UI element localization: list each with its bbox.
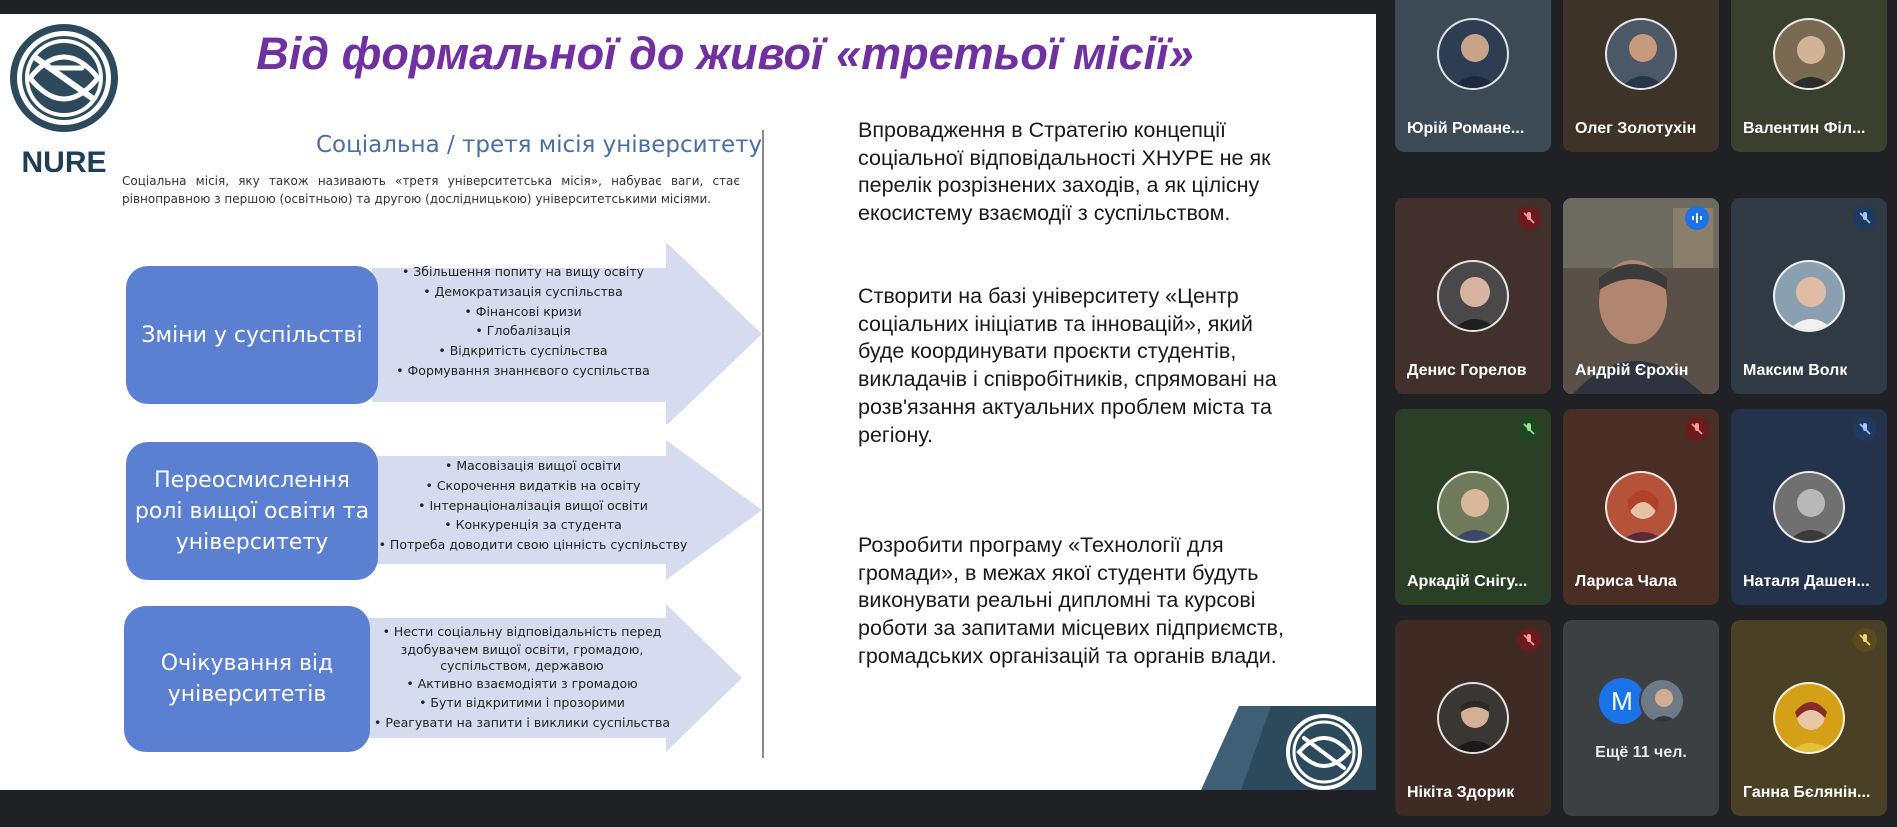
participant-tile[interactable] — [1731, 620, 1887, 816]
mic-off-icon — [1517, 206, 1541, 230]
mic-off-icon — [1517, 628, 1541, 652]
participant-tile[interactable] — [1731, 409, 1887, 605]
bullet-item: • Формування знаннєвого суспільства — [396, 362, 650, 378]
factor-box: Очікування від університетів — [124, 606, 370, 752]
bullet-item: • Глобалізація — [475, 323, 571, 339]
factor-row-3 — [122, 604, 762, 754]
nure-logo — [6, 22, 122, 182]
slide-subtitle: Соціальна / третя місія університету — [316, 132, 763, 158]
factor-row-2 — [122, 440, 762, 590]
participant-name: Ганна Бєлянін... — [1743, 784, 1871, 801]
participant-name: Валентин Філ... — [1743, 120, 1866, 137]
factor-box: Зміни у суспільстві — [126, 266, 378, 404]
speaking-indicator-icon — [1685, 206, 1709, 230]
bullet-item: • Реагувати на запити і виклики суспільства — [374, 714, 670, 730]
participant-name: Денис Горелов — [1407, 362, 1527, 379]
participant-initial-avatar: M — [1599, 678, 1645, 724]
participant-tile[interactable] — [1563, 0, 1719, 152]
participant-avatar — [1437, 471, 1509, 543]
participant-name: Наталя Дашен... — [1743, 573, 1870, 590]
mic-off-icon — [1517, 417, 1541, 441]
slide-paragraph-2: Створити на базі університету «Центр соціальних ініціатив та інновацій», який буде координувати проєкти студентів, викладачів і співробітників, спрямовані на розв'язання актуальних проблем міста та регіону. — [858, 284, 1277, 447]
participant-avatar — [1773, 18, 1845, 90]
participant-avatar — [1773, 471, 1845, 543]
participant-name: Максим Волк — [1743, 362, 1848, 379]
bullet-item: • Конкуренція за студента — [444, 517, 622, 533]
factor-bullets — [378, 262, 668, 381]
mic-off-icon — [1853, 628, 1877, 652]
participant-name: Олег Золотухін — [1575, 120, 1697, 137]
participant-name: Аркадій Снігу... — [1407, 573, 1528, 590]
participant-name: Андрій Єрохін — [1575, 362, 1689, 379]
participant-tile[interactable] — [1395, 409, 1551, 605]
mic-off-icon — [1853, 206, 1877, 230]
intro-text: Соціальна місія, яку також називають «третя університетська місія», набуває ваги, стає рівноправною з першою (освітньою) та другою (дослідницькою) університетськими місіями. — [122, 174, 740, 206]
participant-name: Юрій Романе... — [1407, 120, 1525, 137]
more-participants-label: Ещё 11 чел. — [1595, 744, 1687, 761]
bullet-item: • Бути відкритими і прозорими — [419, 695, 625, 710]
participant-tile[interactable] — [1731, 198, 1887, 394]
participant-avatar — [1639, 678, 1685, 724]
participant-avatar — [1605, 471, 1677, 543]
participant-name: Лариса Чала — [1575, 573, 1677, 590]
bullet-item: • Активно взаємодіяти з громадою — [406, 675, 638, 691]
bullet-item: • Потреба доводити свою цінність суспільству — [378, 537, 688, 553]
corner-logo — [1201, 706, 1376, 790]
bullet-item: • Інтернаціоналізація вищої освіти — [418, 497, 648, 513]
participant-tile[interactable] — [1395, 620, 1551, 816]
participant-tile[interactable] — [1395, 0, 1551, 152]
slide-title: Від формальної до живої «третьої місії» — [256, 28, 1194, 79]
participant-avatar — [1437, 682, 1509, 754]
bullet-item: здобувачем вищої освіти, громадою, — [400, 641, 644, 657]
slide-paragraph-1: Впровадження в Стратегію концепції соціальної відповідальності ХНУРЕ не як перелік розрізнених заходів, а як цілісну екосистему взаємодії з суспільством. — [858, 118, 1271, 226]
logo-text: NURE — [21, 146, 107, 179]
slide-paragraph-3: Розробити програму «Технології для громади», в межах якої студенти будуть виконувати реальні дипломні та курсові роботи за запитами місцевих підприємств, громадських організацій та органів влади. — [858, 533, 1284, 668]
bullet-item: • Демократизація суспільства — [423, 283, 623, 299]
factor-row-1 — [122, 246, 762, 396]
mic-off-icon — [1685, 417, 1709, 441]
participant-tile[interactable] — [1395, 198, 1551, 394]
bullet-item: • Скорочення видатків на освіту — [425, 477, 641, 493]
participant-name: Нікіта Здорик — [1407, 784, 1515, 801]
participant-avatar — [1605, 18, 1677, 90]
participant-avatar — [1437, 260, 1509, 332]
participant-avatar — [1773, 260, 1845, 332]
bullet-item: • Фінансові кризи — [464, 303, 582, 319]
factor-box: Переосмислення ролі вищої освіти та університету — [126, 442, 378, 580]
bullet-item: • Відкритість суспільства — [438, 343, 608, 359]
bullet-item: • Масовізація вищої освіти — [444, 458, 622, 473]
participant-tile[interactable] — [1563, 409, 1719, 605]
participant-avatar — [1437, 18, 1509, 90]
bullet-item: • Збільшення попиту на вищу освіту — [401, 264, 645, 279]
participant-tile[interactable] — [1731, 0, 1887, 152]
participant-avatar — [1773, 682, 1845, 754]
factor-bullets — [378, 456, 688, 555]
shared-presentation-slide — [0, 14, 1376, 790]
more-participants-avatars — [1599, 678, 1689, 726]
bullet-item: суспільством, державою — [440, 657, 604, 673]
participant-tile-active-speaker[interactable] — [1563, 198, 1719, 394]
factor-bullets — [372, 622, 672, 732]
mic-off-icon — [1853, 417, 1877, 441]
bullet-item: • Нести соціальну відповідальність перед — [382, 624, 662, 639]
column-divider — [762, 130, 764, 758]
more-participants-tile[interactable] — [1563, 620, 1719, 816]
